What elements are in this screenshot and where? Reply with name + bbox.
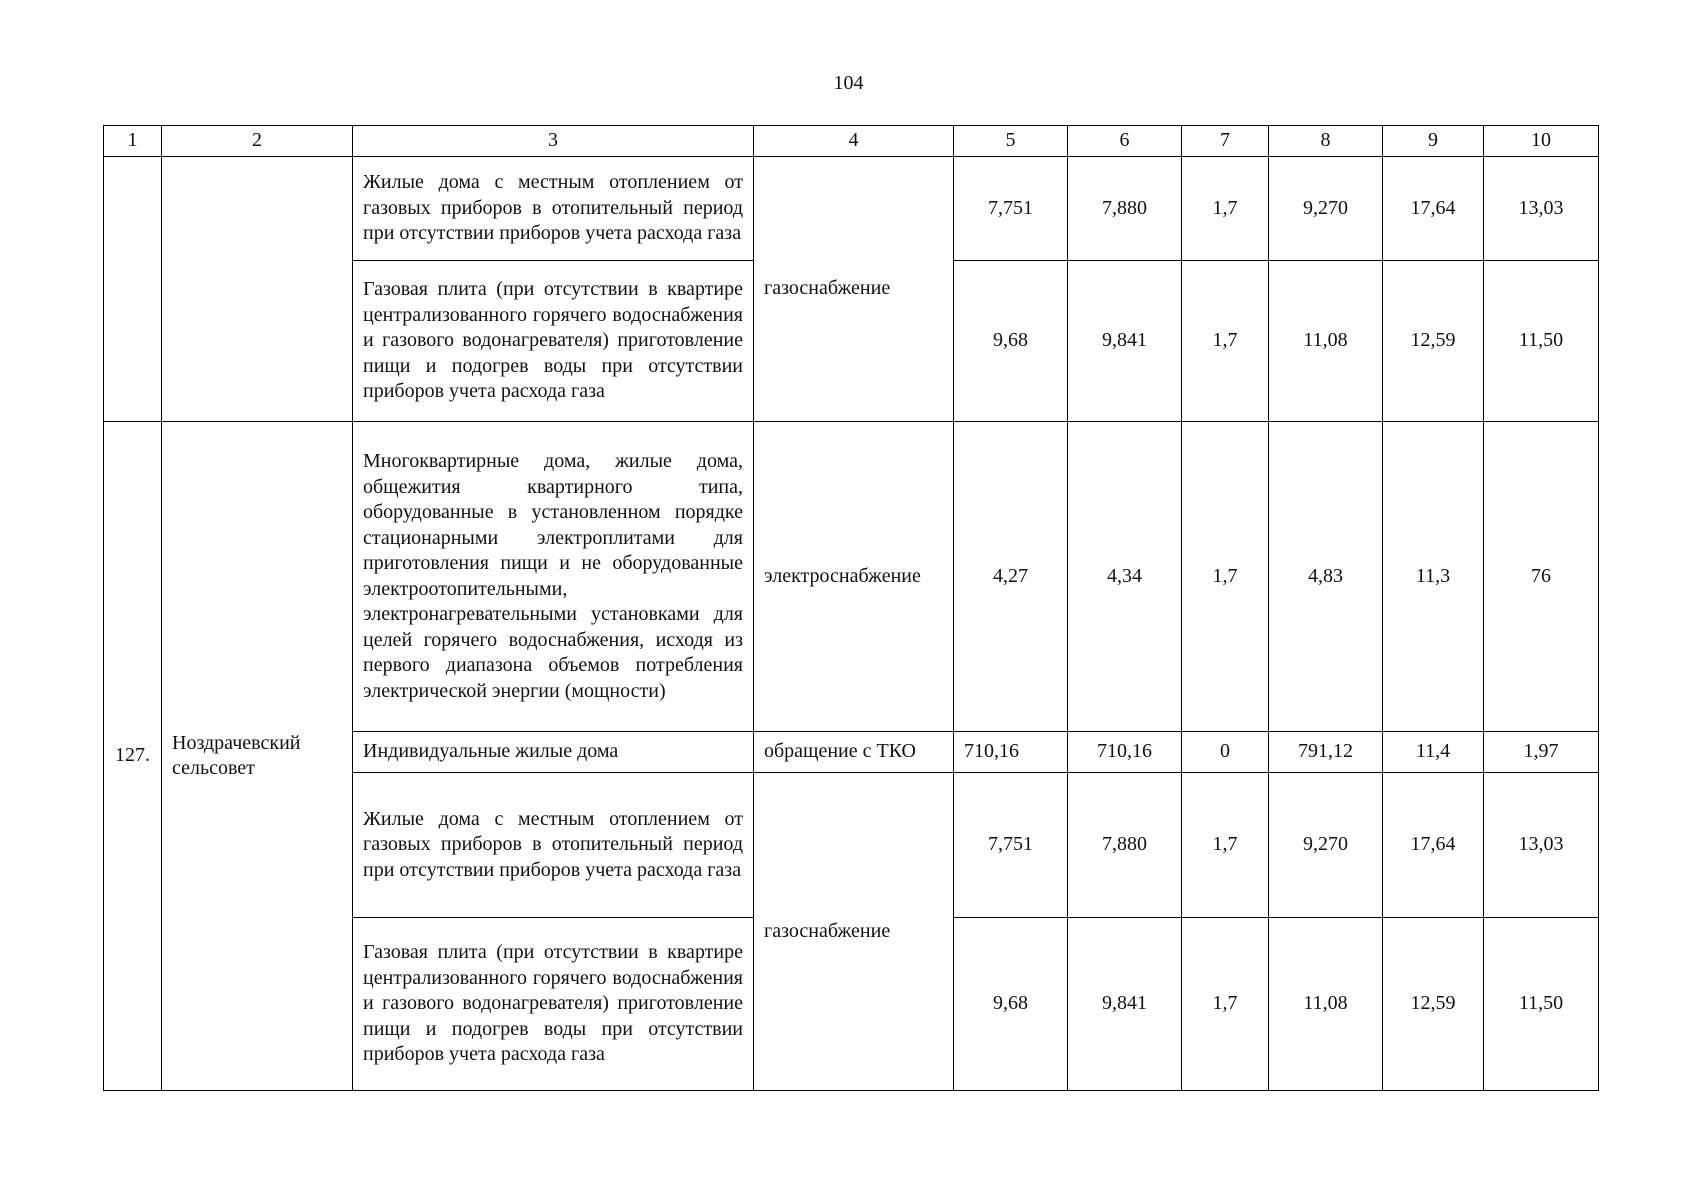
value-cell: 11,50: [1484, 261, 1599, 422]
value-cell: 9,270: [1269, 773, 1383, 918]
description-cell: Газовая плита (при отсутствии в квартире централизованного горячего водоснабжения и газового водонагревателя) приготовление пищи и подогрев воды при отсутствии приборов учета расхода газа: [353, 918, 754, 1091]
value-cell: 710,16: [1068, 732, 1182, 773]
description-cell: Жилые дома с местным отоплением от газовых приборов в отопительный период при отсутствии приборов учета расхода газа: [353, 773, 754, 918]
service-cell: обращение с ТКО: [754, 732, 954, 773]
value-cell: 13,03: [1484, 773, 1599, 918]
description-cell: Жилые дома с местным отоплением от газовых приборов в отопительный период при отсутствии приборов учета расхода газа: [353, 157, 754, 261]
value-cell: 7,751: [954, 773, 1068, 918]
header-cell: 2: [162, 126, 353, 157]
header-row: [104, 126, 1599, 157]
value-cell: 1,7: [1182, 773, 1269, 918]
header-cell: 6: [1068, 126, 1182, 157]
value-cell: 9,841: [1068, 261, 1182, 422]
value-cell: 710,16: [954, 732, 1068, 773]
value-cell: 9,270: [1269, 157, 1383, 261]
table-row: [104, 422, 1599, 732]
header-cell: 10: [1484, 126, 1599, 157]
description-cell: Многоквартирные дома, жилые дома, общежития квартирного типа, оборудованные в установленном порядке стационарными электроплитами для приготовления пищи и не оборудованные электроотопительными, электронагревательными установками для целей горячего водоснабжения, исходя из первого диапазона объемов потребления электрической энергии (мощности): [353, 422, 754, 732]
value-cell: 1,7: [1182, 261, 1269, 422]
value-cell: 13,03: [1484, 157, 1599, 261]
value-cell: 4,34: [1068, 422, 1182, 732]
header-cell: 9: [1383, 126, 1484, 157]
value-cell: 1,7: [1182, 157, 1269, 261]
value-cell: 11,08: [1269, 261, 1383, 422]
value-cell: 11,50: [1484, 918, 1599, 1091]
value-cell: 7,880: [1068, 157, 1182, 261]
value-cell: 9,841: [1068, 918, 1182, 1091]
value-cell: 7,880: [1068, 773, 1182, 918]
value-cell: 791,12: [1269, 732, 1383, 773]
description-cell: Газовая плита (при отсутствии в квартире централизованного горячего водоснабжения и газового водонагревателя) приготовление пищи и подогрев воды при отсутствии приборов учета расхода газа: [353, 261, 754, 422]
value-cell: 11,08: [1269, 918, 1383, 1091]
value-cell: 9,68: [954, 918, 1068, 1091]
value-cell: 1,7: [1182, 422, 1269, 732]
page-number: 104: [833, 72, 864, 94]
description-cell: Индивидуальные жилые дома: [353, 732, 754, 773]
header-cell: 1: [104, 126, 162, 157]
header-cell: 4: [754, 126, 954, 157]
header-cell: 3: [353, 126, 754, 157]
table-row: [104, 157, 1599, 261]
header-cell: 7: [1182, 126, 1269, 157]
value-cell: 4,27: [954, 422, 1068, 732]
value-cell: 1,7: [1182, 918, 1269, 1091]
value-cell: 9,68: [954, 261, 1068, 422]
service-cell: электроснабжение: [754, 422, 954, 732]
value-cell: 4,83: [1269, 422, 1383, 732]
index-cell: 127.: [104, 422, 162, 1091]
index-cell-empty: [104, 157, 162, 422]
value-cell: 12,59: [1383, 261, 1484, 422]
value-cell: 11,4: [1383, 732, 1484, 773]
value-cell: 17,64: [1383, 157, 1484, 261]
value-cell: 17,64: [1383, 773, 1484, 918]
value-cell: 12,59: [1383, 918, 1484, 1091]
tariff-table: [103, 125, 1599, 1091]
service-cell: газоснабжение: [754, 157, 954, 422]
name-cell: Ноздрачевский сельсовет: [162, 422, 353, 1091]
value-cell: 0: [1182, 732, 1269, 773]
value-cell: 1,97: [1484, 732, 1599, 773]
header-cell: 8: [1269, 126, 1383, 157]
value-cell: 76: [1484, 422, 1599, 732]
name-cell-empty: [162, 157, 353, 422]
header-cell: 5: [954, 126, 1068, 157]
value-cell: 11,3: [1383, 422, 1484, 732]
value-cell: 7,751: [954, 157, 1068, 261]
service-cell: газоснабжение: [754, 773, 954, 1091]
